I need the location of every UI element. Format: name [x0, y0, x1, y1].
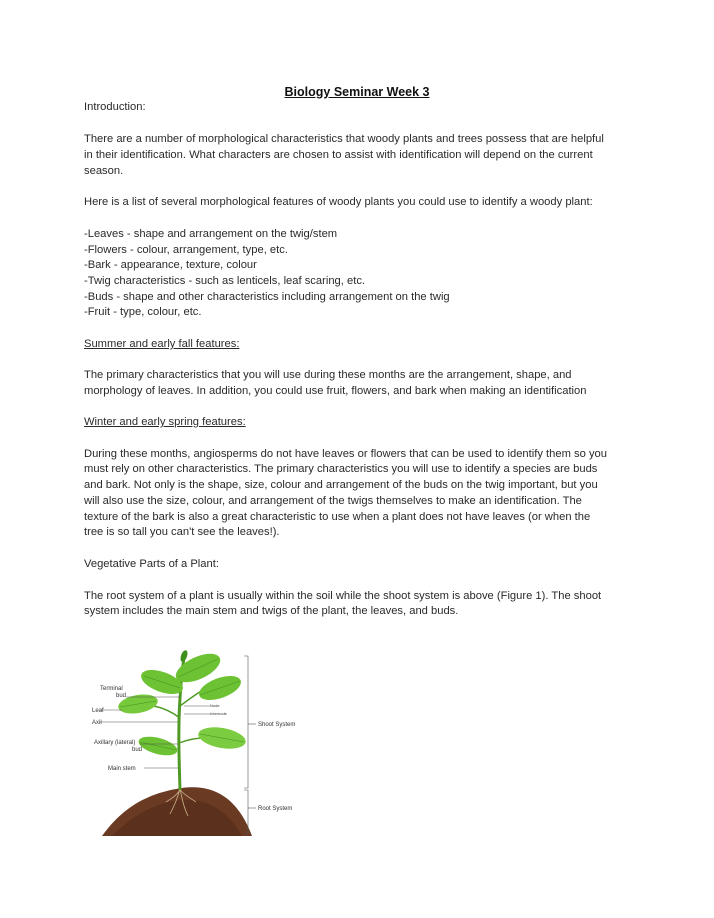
- vegetative-paragraph-line: The root system of a plant is usually within the soil while the shoot system is above (Figure 1). The shoot: [84, 590, 602, 602]
- label-terminal-bud: bud: [116, 693, 127, 699]
- feature-item: -Twig characteristics - such as lenticels, leaf scaring, etc.: [84, 275, 366, 287]
- label-shoot-system: Shoot System: [258, 722, 296, 728]
- feature-list-intro: Here is a list of several morphological features of woody plants you could use to identify a woody plant:: [84, 196, 593, 208]
- label-main-stem: Main stem: [108, 766, 136, 772]
- intro-heading: Introduction:: [84, 101, 146, 113]
- feature-item: -Buds - shape and other characteristics including arrangement on the twig: [84, 291, 450, 303]
- summer-heading: Summer and early fall features:: [84, 338, 240, 350]
- feature-item: -Leaves - shape and arrangement on the twig/stem: [84, 228, 338, 240]
- winter-paragraph-line: and bark. Not only is the shape, size, colour and arrangement of the buds on the twig important, but you: [84, 479, 598, 491]
- feature-item: -Bark - appearance, texture, colour: [84, 259, 257, 271]
- feature-item: -Fruit - type, colour, etc.: [84, 306, 202, 318]
- label-axillary-bud: Axillary (lateral): [94, 740, 136, 746]
- label-internode: Internode: [210, 711, 227, 716]
- label-axillary-bud: bud: [132, 747, 143, 753]
- vegetative-heading: Vegetative Parts of a Plant:: [84, 558, 219, 570]
- intro-paragraph-line: There are a number of morphological characteristics that woody plants and trees possess that are helpful: [84, 133, 604, 145]
- shoot-system-bracket: [244, 656, 248, 788]
- plant-diagram-figure: [92, 648, 312, 838]
- pointer-lines: [100, 697, 210, 768]
- branch: [154, 706, 180, 718]
- winter-paragraph-line: must rely on other characteristics. The primary characteristics you will use to identify a species are buds: [84, 463, 598, 475]
- label-node: Node: [210, 703, 220, 708]
- winter-paragraph-line: will also use the size, colour, and arrangement of the twigs themselves to make an identification. The: [84, 495, 582, 507]
- label-axil: Axil: [92, 720, 102, 726]
- vegetative-paragraph-line: system includes the main stem and twigs of the plant, the leaves, and buds.: [84, 605, 459, 617]
- summer-paragraph-line: The primary characteristics that you will use during these months are the arrangement, shape, and: [84, 369, 572, 381]
- page-title: Biology Seminar Week 3: [284, 85, 430, 99]
- label-root-system: Root System: [258, 806, 293, 812]
- winter-paragraph-line: texture of the bark is also a great characteristic to use when a plant does not have leaves (or when the: [84, 511, 591, 523]
- winter-paragraph-line: tree is so tall you can't see the leaves!).: [84, 526, 280, 538]
- winter-paragraph-line: During these months, angiosperms do not have leaves or flowers that can be used to identify them so you: [84, 448, 607, 460]
- label-terminal-bud: Terminal: [100, 686, 123, 692]
- feature-item: -Flowers - colour, arrangement, type, etc.: [84, 244, 288, 256]
- intro-paragraph-line: season.: [84, 165, 124, 177]
- intro-paragraph-line: in their identification. What characters are chosen to assist with identification will depend on the current: [84, 149, 593, 161]
- plant-diagram: [92, 648, 312, 838]
- winter-heading: Winter and early spring features:: [84, 416, 246, 428]
- label-leaf: Leaf: [92, 708, 104, 714]
- summer-paragraph-line: morphology of leaves. In addition, you could use fruit, flowers, and bark when making an identification: [84, 385, 587, 397]
